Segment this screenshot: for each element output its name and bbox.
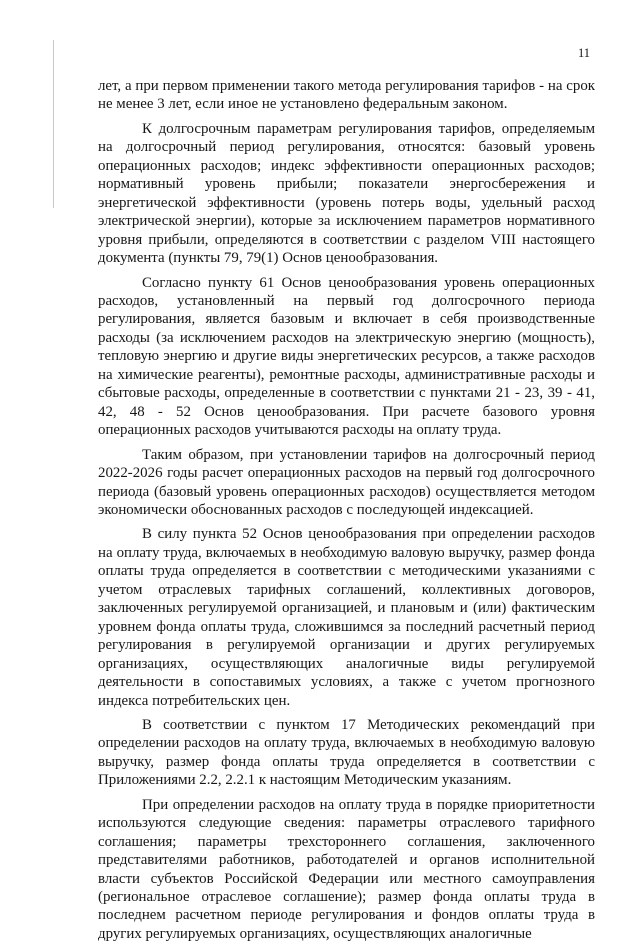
document-body [98,77,595,943]
scan-margin-line [53,40,54,208]
page-number: 11 [578,46,591,60]
paragraph-7: При определении расходов на оплату труда в порядке приоритетности используются следующие сведения: параметры отраслевого тарифного соглашения; параметры трехстороннего соглашения, заключенного представителями работников, работодателей и органов исполнительной власти субъектов Российской Федерации или местного самоуправления (региональное отраслевое соглашение); размер фонда оплаты труда в последнем расчетном периоде регулирования и фондов оплаты труда в других регулируемых организациях, осуществляющих аналогичные [98,796,595,942]
paragraph-4: Таким образом, при установлении тарифов на долгосрочный период 2022-2026 годы расчет операционных расходов на первый год долгосрочного периода (базовый уровень операционных расходов) осуществляется методом экономически обоснованных расходов с последующей индексацией. [98,446,595,518]
paragraph-6: В соответствии с пунктом 17 Методических рекомендаций при определении расходов на оплату труда, включаемых в необходимую валовую выручку, размер фонда оплаты труда определяется в соответствии с Приложениями 2.2, 2.2.1 к настоящим Методическим указаниям. [98,716,595,789]
paragraph-1: лет, а при первом применении такого метода регулирования тарифов - на срок не менее 3 лет, если иное не установлено федеральным законом. [98,78,595,113]
paragraph-3: Согласно пункту 61 Основ ценообразования уровень операционных расходов, установленный на первый год долгосрочного периода регулирования, является базовым и включает в себя производственные расходы (за исключением расходов на электрическую энергию (мощность), тепловую энергию и другие виды энергетических ресурсов, а также расходов на химические реагенты), ремонтные расходы, административные расходы и сбытовые расходы, определенные в соответствии с пунктами 21 - 23, 39 - 41, 42, 48 - 52 Основ ценообразования. При расчете базового уровня операционных расходов учитываются расходы на оплату труда. [98,274,595,439]
paragraph-5: В силу пункта 52 Основ ценообразования при определении расходов на оплату труда, включаемых в необходимую валовую выручку, размер фонда оплаты труда определяется в соответствии с методическими указаниями с учетом отраслевых тарифных соглашений, коллективных договоров, заключенных регулируемой организацией, и плановым и (или) фактическим уровнем фонда оплаты труда, сложившимся за последний расчетный период регулирования в регулируемой организации и других регулируемых организациях, осуществляющих аналогичные виды регулируемой деятельности в сопоставимых условиях, а также с учетом прогнозного индекса потребительских цен. [98,526,595,709]
paragraph-2: К долгосрочным параметрам регулирования тарифов, определяемым на долгосрочный период регулирования, относятся: базовый уровень операционных расходов; индекс эффективности операционных расходов; нормативный уровень прибыли; показатели энергосбережения и энергетической эффективности (уровень потерь воды, удельный расход электрической энергии), которые за исключением параметров нормативного уровня прибыли, определяются в соответствии с разделом VIII настоящего документа (пункты 79, 79(1) Основ ценообразования. [98,120,595,267]
